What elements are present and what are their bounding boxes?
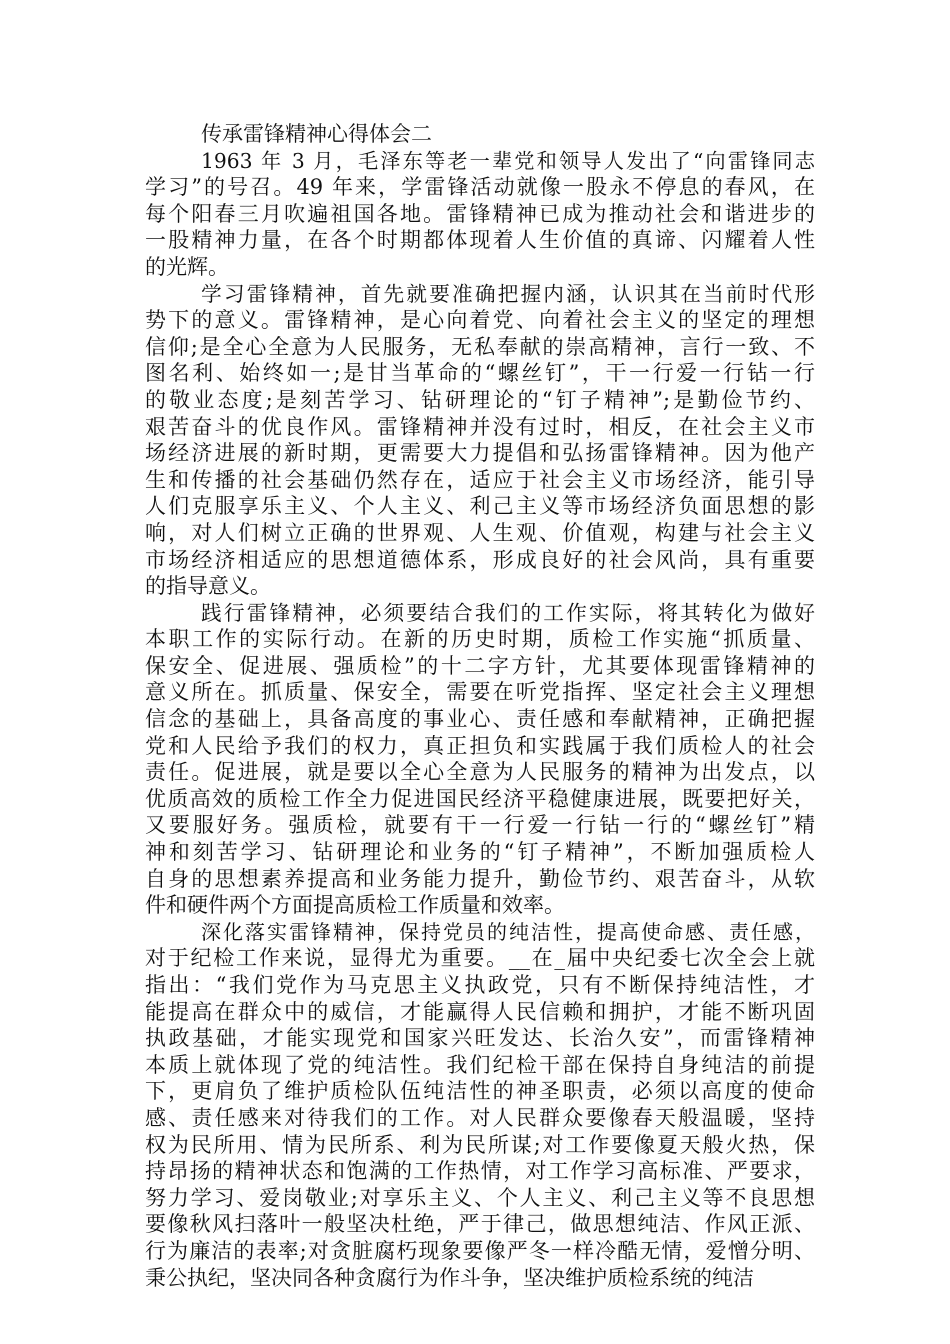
document-page (145, 121, 815, 1291)
text-line: 保安全、促进展、强质检”的十二字方针，尤其要体现雷锋精神的 (145, 653, 815, 678)
text-line: 件和硬件两个方面提高质检工作质量和效率。 (145, 893, 565, 918)
text-line: 指出：“我们党作为马克思主义执政党，只有不断保持纯洁性，才 (145, 973, 815, 997)
paragraph (145, 281, 815, 600)
text-line: 深化落实雷锋精神，保持党员的纯洁性，提高使命感、责任感， (201, 919, 815, 944)
text-line: 党和人民给予我们的权力，真正担负和实践属于我们质检人的社会 (145, 733, 815, 758)
text-line: 人们克服享乐主义、个人主义、利己主义等市场经济负面思想的影 (145, 494, 815, 519)
text-line: 本职工作的实际行动。在新的历史时期，质检工作实施“抓质量、 (145, 627, 815, 652)
text-line: 践行雷锋精神，必须要结合我们的工作实际，将其转化为做好 (201, 600, 815, 625)
text-line: 对于纪检工作来说，显得尤为重要。__在_届中央纪委七次全会上就 (145, 946, 815, 971)
text-line: 执政基础，才能实现党和国家兴旺发达、长治久安”，而雷锋精神 (145, 1026, 815, 1051)
text-line: 权为民所用、情为民所系、利为民所谋;对工作要像夏天般火热，保 (145, 1132, 815, 1157)
text-line: 感、责任感来对待我们的工作。对人民群众要像春天般温暖，坚持 (145, 1105, 815, 1130)
text-line: 学习雷锋精神，首先就要准确把握内涵，认识其在当前时代形 (201, 281, 815, 306)
document-title: 传承雷锋精神心得体会二 (201, 122, 432, 146)
text-line: 要像秋风扫落叶一般坚决杜绝，严于律己，做思想纯洁、作风正派、 (145, 1212, 815, 1237)
text-line: 学习”的号召。49 年来，学雷锋活动就像一股永不停息的春风，在 (145, 175, 815, 200)
text-line: 持昂扬的精神状态和饱满的工作热情，对工作学习高标准、严要求， (145, 1159, 815, 1184)
text-line: 努力学习、爱岗敬业;对享乐主义、个人主义、利己主义等不良思想 (145, 1185, 815, 1210)
paragraph (145, 148, 815, 281)
text-line: 优质高效的质检工作全力促进国民经济平稳健康进展，既要把好关， (145, 786, 815, 811)
text-line: 响，对人们树立正确的世界观、人生观、价值观，构建与社会主义 (145, 520, 815, 545)
text-line: 行为廉洁的表率;对贪脏腐朽现象要像严冬一样冷酷无情，爱憎分明、 (145, 1238, 815, 1263)
text-line: 秉公执纪，坚决同各种贪腐行为作斗争，坚决维护质检系统的纯洁 (145, 1265, 754, 1290)
text-line: 生和传播的社会基础仍然存在，适应于社会主义市场经济，能引导 (145, 467, 815, 492)
text-line: 自身的思想素养提高和业务能力提升，勤俭节约、艰苦奋斗，从软 (145, 866, 815, 891)
text-line: 又要服好务。强质检，就要有干一行爱一行钻一行的“螺丝钉”精 (145, 813, 815, 838)
text-line: 1963 年 3 月，毛泽东等老一辈党和领导人发出了“向雷锋同志 (201, 148, 815, 173)
text-line: 每个阳春三月吹遍祖国各地。雷锋精神已成为推动社会和谐进步的 (145, 201, 815, 226)
text-line: 场经济进展的新时期，更需要大力提倡和弘扬雷锋精神。因为他产 (145, 441, 815, 466)
text-line: 艰苦奋斗的优良作风。雷锋精神并没有过时，相反，在社会主义市 (145, 414, 815, 439)
paragraph (145, 919, 815, 1291)
text-line: 下，更肩负了维护质检队伍纯洁性的神圣职责，必须以高度的使命 (145, 1079, 815, 1104)
text-line: 的敬业态度;是刻苦学习、钻研理论的“钉子精神”;是勤俭节约、 (145, 387, 815, 412)
text-line: 的光辉。 (145, 254, 229, 279)
text-line: 信念的基础上，具备高度的事业心、责任感和奉献精神，正确把握 (145, 707, 815, 732)
text-line: 图名利、始终如一;是甘当革命的“螺丝钉”，干一行爱一行钻一行 (145, 361, 815, 386)
text-line: 本质上就体现了党的纯洁性。我们纪检干部在保持自身纯洁的前提 (145, 1052, 815, 1077)
text-line: 责任。促进展，就是要以全心全意为人民服务的精神为出发点，以 (145, 760, 815, 785)
text-line: 能提高在群众中的威信，才能赢得人民信赖和拥护，才能不断巩固 (145, 999, 815, 1024)
text-line: 的指导意义。 (145, 574, 271, 599)
text-line: 信仰;是全心全意为人民服务，无私奉献的崇高精神，言行一致、不 (145, 334, 815, 359)
paragraph (145, 600, 815, 919)
text-line: 意义所在。抓质量、保安全，需要在听党指挥、坚定社会主义理想 (145, 680, 815, 705)
text-line: 市场经济相适应的思想道德体系，形成良好的社会风尚，具有重要 (145, 547, 815, 572)
text-line: 神和刻苦学习、钻研理论和业务的“钉子精神”，不断加强质检人 (145, 840, 815, 865)
text-line: 势下的意义。雷锋精神，是心向着党、向着社会主义的坚定的理想 (145, 308, 815, 333)
text-line: 一股精神力量，在各个时期都体现着人生价值的真谛、闪耀着人性 (145, 228, 815, 253)
